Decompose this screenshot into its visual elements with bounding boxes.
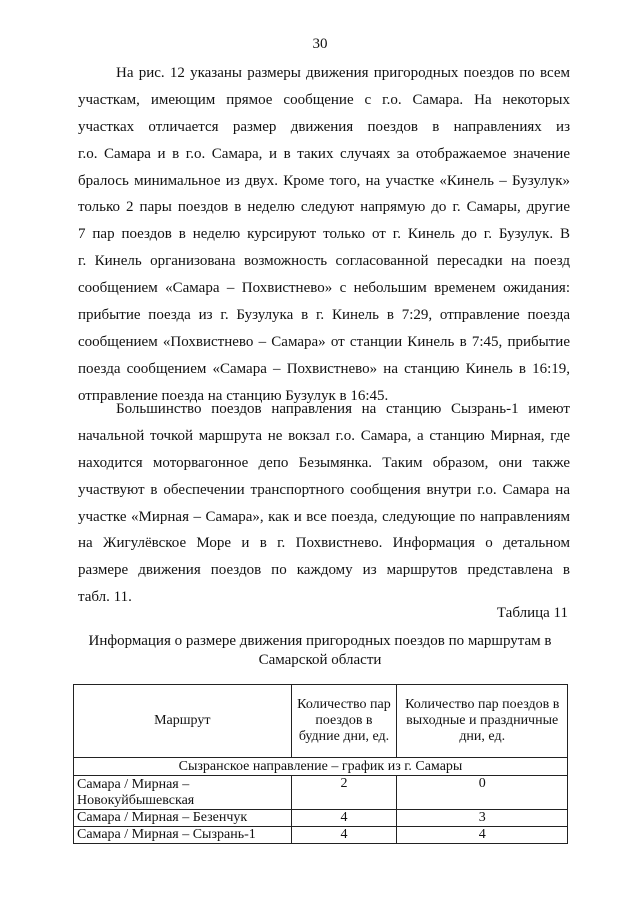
paragraph-line: находится моторвагонное депо Безымянка. Таким образом, они также [78,454,570,471]
paragraph-line: отправление поезда на станцию Бузулук в 16:45. [78,387,389,404]
paragraph-line: На рис. 12 указаны размеры движения пригородных поездов по всем [116,65,570,81]
paragraph-line: поезда сообщением «Самара – Похвистнево» на станцию Кинель в 16:19, [78,360,570,377]
table-row [74,776,568,810]
weekends-cell: 0 [397,776,568,810]
paragraph-line: г. Кинель организована возможность согласованной пересадки на поезд [78,253,570,270]
paragraph-line: сообщением «Самара – Похвистнево» с небольшим временем ожидания: [78,280,570,297]
route-cell: Самара / Мирная – Безенчук [74,810,292,827]
table-row [74,810,568,827]
table-caption: Информация о размере движения пригородных поездов по маршрутам в Самарской области [88,633,552,668]
column-header-route: Маршрут [74,685,292,758]
train-frequency-table [73,684,568,844]
paragraph-line: только 2 пары поездов в неделю следуют напрямую до г. Самары, другие [78,199,570,216]
table-header-row [74,685,568,758]
paragraph-line: бралось минимальное из двух. Кроме того, на участке «Кинель – Бузулук» [78,172,570,189]
weekdays-cell: 2 [291,776,397,810]
paragraph-2 [78,396,570,611]
paragraph-line: участкам, имеющим прямое сообщение с г.о. Самара. На некоторых [78,91,570,108]
paragraph-line: Большинство поездов направления на станцию Сызрань-1 имеют [116,401,570,417]
paragraph-line: начальной точкой маршрута не вокзал г.о. Самара, а станцию Мирная, где [78,427,570,444]
paragraph-line: размере движения поездов по каждому из маршрутов представлена в [78,562,570,579]
route-cell: Самара / Мирная – Сызрань-1 [74,827,292,844]
paragraph-1 [78,60,570,410]
paragraph-line: на Жигулёвское Море и в г. Похвистнево. Информация о детальном [78,535,570,552]
weekends-cell: 4 [397,827,568,844]
route-cell: Самара / Мирная – Новокуйбышевская [74,776,292,810]
paragraph-line: прибытие поезда из г. Бузулука в г. Кинель в 7:29, отправление поезда [78,307,570,324]
page-number: 30 [312,36,328,52]
weekends-cell: 3 [397,810,568,827]
table-row [74,827,568,844]
table-section-row [74,758,568,776]
column-header-weekdays: Количество пар поездов в будние дни, ед. [291,685,397,758]
paragraph-line: табл. 11. [78,589,132,606]
paragraph-line: участках отличается размер движения поездов в направлениях из [78,118,570,135]
paragraph-line: участке «Мирная – Самара», как и все поезда, следующие по направлениям [78,508,570,525]
paragraph-line: г.о. Самара и в г.о. Самара, и в таких случаях за отображаемое значение [78,145,570,162]
section-title: Сызранское направление – график из г. Самары [74,758,568,776]
paragraph-line: сообщением «Похвистнево – Самара» от станции Кинель в 7:45, прибытие [78,333,570,350]
column-header-weekends: Количество пар поездов в выходные и праздничные дни, ед. [397,685,568,758]
table-label: Таблица 11 [496,605,568,621]
paragraph-line: 7 пар поездов в неделю курсируют только от г. Кинель до г. Бузулук. В [78,226,570,243]
paragraph-line: участвуют в обеспечении транспортного сообщения внутри г.о. Самара на [78,481,570,498]
weekdays-cell: 4 [291,810,397,827]
weekdays-cell: 4 [291,827,397,844]
